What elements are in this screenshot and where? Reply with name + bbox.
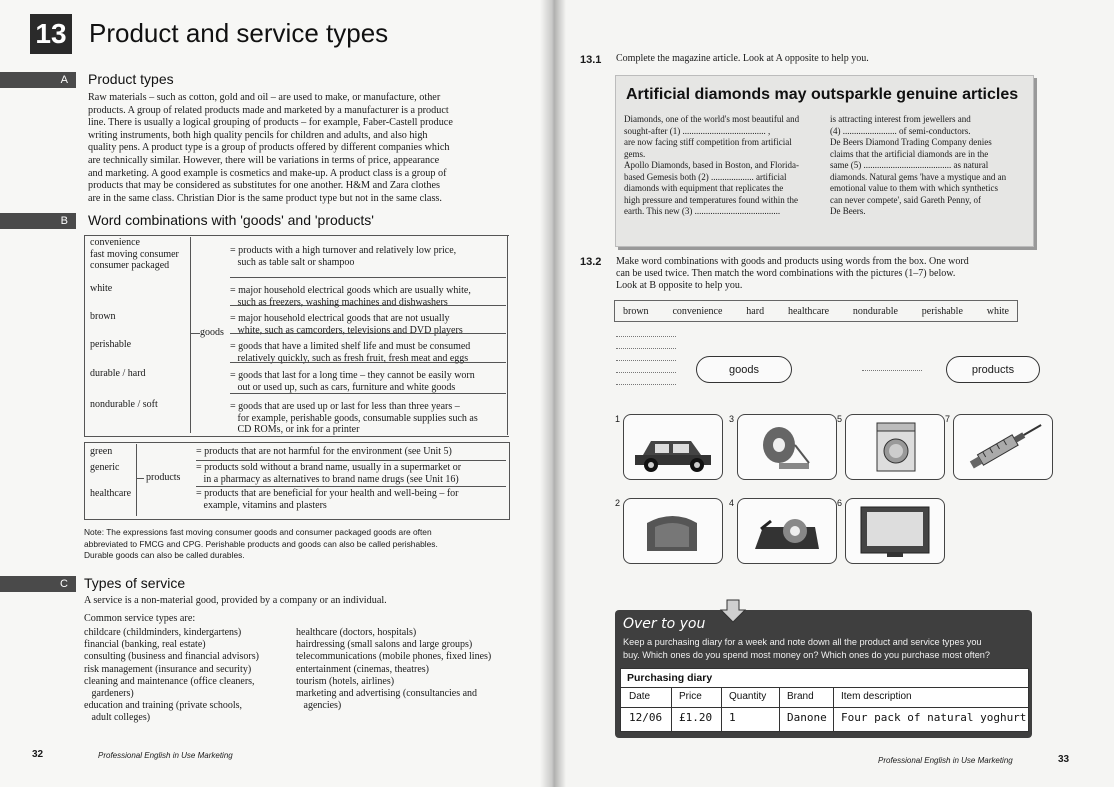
picture-number: 1 [615, 414, 621, 424]
goods-row-definition: = goods that last for a long time – they cannot be easily worn out or used up, such as cars, furniture and white goods [230, 370, 475, 393]
instruction-line: can be used twice. Then match the word combinations with the pictures (1–7) below. [616, 268, 956, 279]
car-icon [625, 417, 721, 482]
diary-column-header: Brand [787, 691, 814, 702]
row-divider [230, 393, 506, 394]
book-gutter [540, 0, 566, 787]
article-line: are now facing stiff competition from artificial [624, 137, 792, 147]
services-column-2 [296, 627, 516, 712]
service-item: consulting (business and financial advisors) [84, 651, 259, 663]
picture-1 [623, 414, 723, 480]
bread-icon [625, 501, 721, 566]
section-a-line: line. There is usually a logical grouping of products – for example, Faber-Castell produce [88, 117, 453, 129]
section-a-line: quality pens. A product type is a group of products offered by different companies which [88, 142, 450, 154]
instruction-line: Look at B opposite to help you. [616, 280, 743, 291]
over-to-you-line: buy. Which ones do you spend most money on? Which ones do you purchase most often? [623, 650, 991, 660]
row-divider [196, 486, 506, 487]
section-c-letter: C [60, 578, 68, 590]
section-c-bar [0, 576, 76, 592]
article-line: emotional value to them with which synthetics [830, 183, 998, 193]
service-item: healthcare (doctors, hospitals) [296, 627, 417, 638]
word-box-item: convenience [672, 305, 723, 317]
diary-cell: 1 [729, 711, 736, 724]
article-line: (4) ........................ of semi-conductors. [830, 125, 971, 136]
section-a-line: are in the same class. Christian Dior is the same product type but not in the same class. [88, 192, 442, 204]
goods-row-definition: = products with a high turnover and relatively low price, such as table salt or shampoo [230, 245, 457, 268]
diary-title: Purchasing diary [627, 672, 713, 684]
exercise-13-2-instruction [616, 256, 1026, 292]
section-a-line: products that may be considered as substitutes for one another. H&M and Zara clothes [88, 180, 440, 192]
service-item: education and training (private schools, [84, 700, 243, 712]
picture-3 [737, 414, 837, 480]
goods-row-label: nondurable / soft [90, 399, 158, 410]
row-divider [230, 362, 506, 363]
picture-number: 2 [615, 498, 621, 508]
goods-row-label: white [90, 283, 113, 294]
unit-number-badge: 13 [30, 14, 72, 54]
products-row-definition: = products that are beneficial for your health and well-being – for example, vitamins and plasters [196, 488, 459, 511]
diary-cell: Danone [787, 711, 827, 724]
note-line: Durable goods can also be called durables. [84, 550, 245, 560]
left-page-number: 32 [32, 749, 44, 760]
goods-row-definition: = goods that have a limited shelf life and must be consumed relatively quickly, such as fresh fruit, fresh meat and eggs [230, 341, 471, 364]
section-c-heading: Types of service [84, 575, 186, 591]
products-row-label: generic [90, 462, 120, 473]
instruction-line: Make word combinations with goods and products using words from the box. One word [616, 256, 969, 267]
article-line: gems. [624, 148, 646, 159]
row-divider [230, 333, 506, 334]
right-page-number: 33 [1058, 754, 1070, 765]
section-a-bar [0, 72, 76, 88]
picture-number: 5 [837, 414, 843, 424]
tape-dispenser-icon [739, 501, 835, 566]
products-row-definition: = products sold without a brand name, usually in a supermarket or in a pharmacy as alternatives to brand name drugs (see Unit 16) [196, 462, 462, 485]
toilet-roll-icon [739, 417, 835, 482]
diary-column-header: Item description [841, 691, 912, 702]
arrow-icon [719, 598, 747, 624]
goods-answer-lines[interactable] [616, 336, 676, 396]
picture-7 [953, 414, 1053, 480]
products-label: products [146, 472, 181, 483]
picture-4 [737, 498, 837, 564]
word-box-item: white [986, 305, 1009, 317]
washing-machine-icon [847, 417, 943, 482]
purchasing-diary [620, 668, 1029, 732]
goods-row-label: durable / hard [90, 368, 146, 379]
goods-row-label: perishable [90, 339, 132, 350]
left-page [0, 0, 553, 787]
unit-title: Product and service types [89, 18, 389, 48]
products-pill: products [946, 356, 1040, 383]
goods-row-definition: = major household electrical goods which are usually white, such as freezers, washing machines and dishwashers [230, 285, 471, 308]
diary-column-header: Price [679, 691, 702, 702]
service-item: childcare (childminders, kindergartens) [84, 627, 242, 638]
section-a-text [88, 92, 488, 205]
right-footer-title: Professional English in Use Marketing [878, 756, 1013, 765]
article-left-column [624, 114, 822, 218]
word-box-item: hard [746, 305, 765, 317]
article-line: can never compete', said Gareth Penny, of [830, 194, 981, 205]
exercise-13-1-instruction: Complete the magazine article. Look at A opposite to help you. [616, 53, 869, 64]
note-line: Note: The expressions fast moving consumer goods and consumer packaged goods are often [84, 527, 432, 537]
row-divider [230, 277, 506, 278]
picture-number: 3 [729, 414, 735, 424]
picture-2 [623, 498, 723, 564]
picture-number: 7 [945, 414, 951, 424]
diary-column-divider [779, 687, 780, 731]
service-item: agencies) [296, 700, 342, 712]
goods-pill: goods [696, 356, 792, 383]
word-box-item: perishable [921, 305, 963, 317]
diary-column-divider [833, 687, 834, 731]
article-line: diamonds with equipment that replicates the [624, 183, 784, 193]
section-b-note [84, 527, 524, 562]
magazine-article [615, 75, 1034, 247]
article-line: De Beers Diamond Trading Company denies [830, 137, 992, 147]
products-row-definition: = products that are not harmful for the environment (see Unit 5) [196, 446, 452, 457]
article-line: based Gemesis both (2) ................... artificial [624, 171, 787, 182]
diary-column-divider [721, 687, 722, 731]
service-item: cleaning and maintenance (office cleaners, [84, 675, 255, 687]
service-item: marketing and advertising (consultancies and [296, 688, 478, 700]
word-box [614, 300, 1018, 322]
section-a-line: Raw materials – such as cotton, gold and oil – are used to make, or manufacture, other [88, 92, 441, 103]
article-line: sought-after (1) ..................................... , [624, 125, 771, 136]
products-table [84, 442, 510, 520]
article-line: high pressure and temperatures found within the [624, 194, 798, 205]
diary-cell: 12/06 [629, 711, 663, 724]
article-line: is attracting interest from jewellers and [830, 114, 971, 124]
service-item: financial (banking, real estate) [84, 639, 206, 651]
article-line: De Beers. [830, 206, 866, 216]
picture-5 [845, 414, 945, 480]
section-a-line: products. A group of related products made and marketed by a manufacturer is a product [88, 104, 449, 116]
section-b-heading: Word combinations with 'goods' and 'products' [88, 212, 374, 228]
section-a-heading: Product types [88, 71, 174, 87]
article-right-column [830, 114, 1027, 218]
goods-label: goods [200, 327, 224, 338]
syringe-icon [955, 417, 1051, 482]
article-line: claims that the artificial diamonds are in the [830, 148, 989, 159]
goods-table [84, 235, 510, 437]
note-line: abbreviated to FMCG and CPG. Perishable products and goods can also be called perishables. [84, 538, 438, 549]
section-a-line: are technically similar. However, there will be variations in terms of price, appearance [88, 154, 440, 166]
over-to-you-text [623, 636, 990, 662]
article-line: diamonds. Natural gems 'have a mystique and an [830, 171, 1007, 182]
products-row-label: green [90, 446, 113, 457]
service-item: adult colleges) [84, 712, 151, 724]
exercise-13-1-number: 13.1 [580, 54, 602, 66]
diary-column-header: Date [629, 691, 651, 702]
picture-number: 4 [729, 498, 735, 508]
picture-6 [845, 498, 945, 564]
over-to-you-line: Keep a purchasing diary for a week and note down all the product and service types you [623, 637, 982, 647]
article-line: Apollo Diamonds, based in Boston, and Florida- [624, 160, 799, 170]
article-line: same (5) ....................................... as natural [830, 160, 989, 170]
section-a-line: and marketing. A good example is cosmetics and make-up. A product class is a group of [88, 167, 447, 179]
picture-number: 6 [837, 498, 843, 508]
service-item: tourism (hotels, airlines) [296, 675, 395, 687]
diary-cell: £1.20 [679, 711, 713, 724]
service-item: risk management (insurance and security) [84, 663, 252, 675]
service-item: telecommunications (mobile phones, fixed lines) [296, 651, 492, 663]
section-c-common: Common service types are: [84, 613, 196, 624]
over-to-you-heading: Over to you [623, 616, 706, 632]
service-item: gardeners) [84, 688, 134, 700]
article-line: Diamonds, one of the world's most beautiful and [624, 114, 800, 124]
goods-row-definition: = goods that are used up or last for less than three years – for example, perishable goods, consumable supplies such as CD ROMs, or ink for a printer [230, 401, 478, 435]
services-column-1 [84, 627, 294, 725]
row-divider [196, 460, 506, 461]
word-box-item: brown [623, 305, 649, 317]
exercise-13-2-number: 13.2 [580, 256, 602, 268]
left-footer-title: Professional English in Use Marketing [98, 751, 233, 760]
products-row-label: healthcare [90, 488, 132, 499]
word-box-item: nondurable [852, 305, 898, 317]
section-c-intro: A service is a non-material good, provided by a company or an individual. [84, 595, 387, 606]
row-divider [230, 305, 506, 306]
service-item: entertainment (cinemas, theatres) [296, 663, 429, 675]
section-a-line: writing instruments, both high quality pencils for children and adults, and also high [88, 129, 428, 141]
word-box-item: healthcare [787, 305, 830, 317]
goods-row-label: convenience fast moving consumer consumer packaged [90, 237, 179, 271]
goods-row-label: brown [90, 311, 116, 322]
television-icon [847, 501, 943, 566]
service-item: hairdressing (small salons and large groups) [296, 639, 473, 651]
section-b-bar [0, 213, 76, 229]
goods-row-definition: = major household electrical goods that are not usually white, such as camcorders, televisions and DVD players [230, 313, 463, 336]
section-a-letter: A [60, 74, 68, 86]
section-b-letter: B [60, 215, 68, 227]
diary-column-divider [671, 687, 672, 731]
diary-cell: Four pack of natural yoghurt [841, 711, 1027, 724]
diary-column-header: Quantity [729, 691, 767, 702]
products-answer-lines[interactable] [862, 370, 922, 371]
article-line: earth. This new (3) ...................................... [624, 206, 781, 216]
article-title: Artificial diamonds may outsparkle genuine articles [626, 86, 1019, 103]
